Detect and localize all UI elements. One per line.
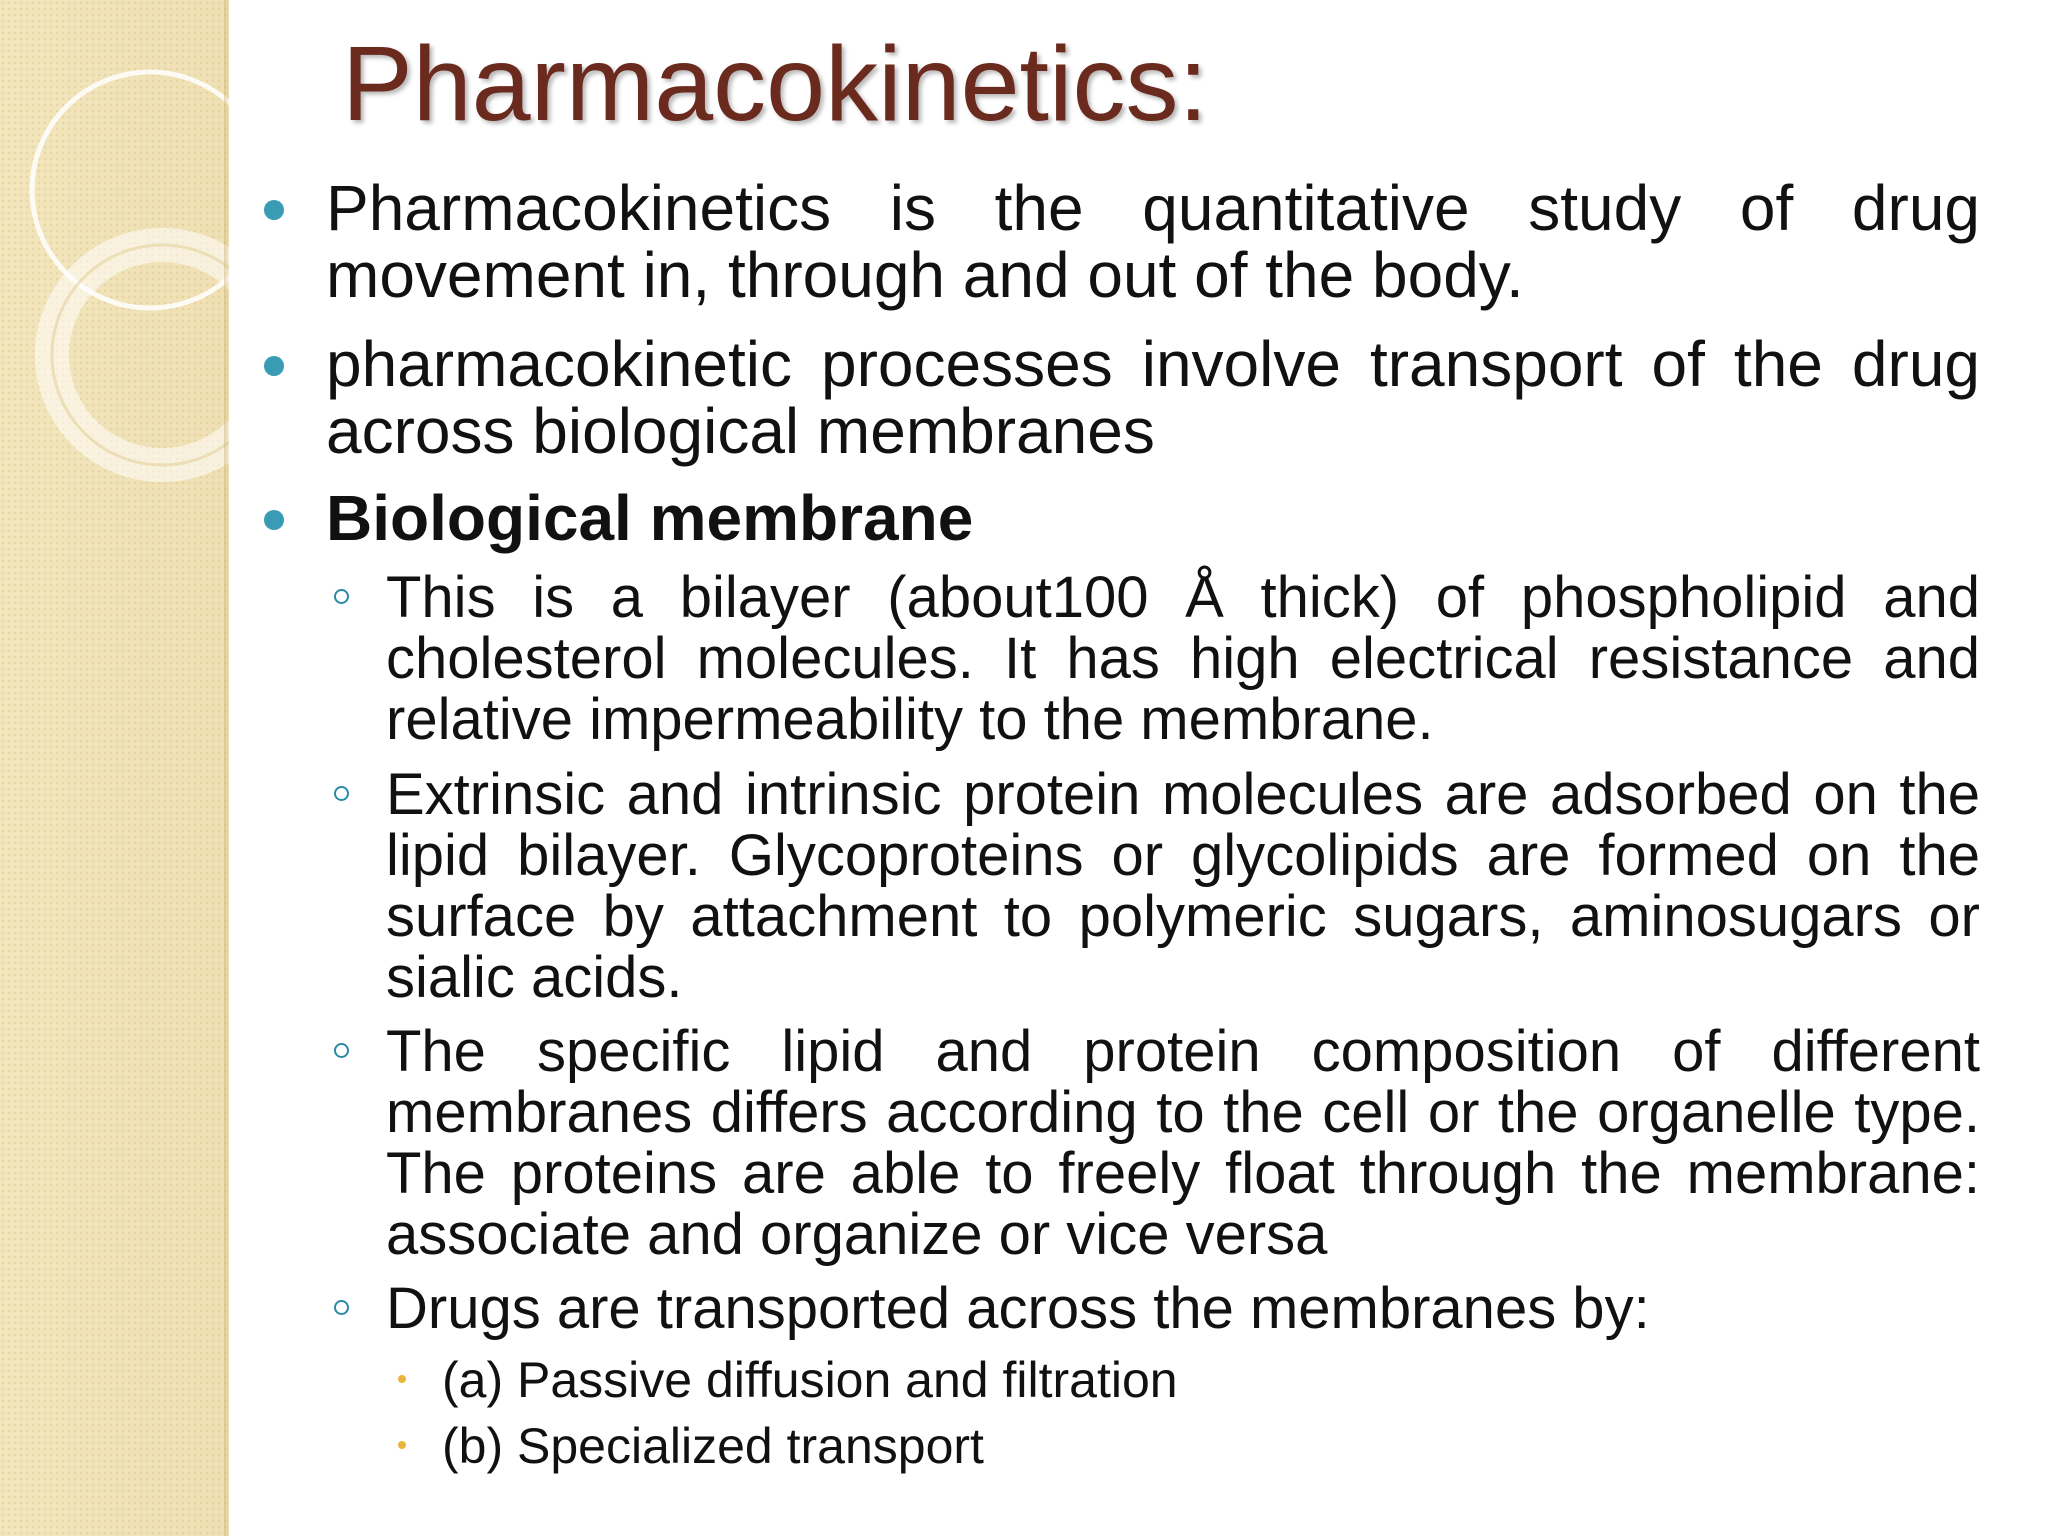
sub-bullet-protein-molecules: Extrinsic and intrinsic protein molecules are adsorbed on the lipid bilayer. Glycoproteins or glycolipids are formed on the surface by attachment to polymeric sugars, aminosugars or sialic acids. bbox=[386, 762, 1980, 1010]
decorative-sidebar bbox=[0, 0, 229, 1536]
bullet-pharmacokinetics-definition: Pharmacokinetics is the quantitative study of drug movement in, through and out of the body. bbox=[326, 172, 1980, 311]
bullet-pharmacokinetic-processes: pharmacokinetic processes involve transport of the drug across biological membranes bbox=[326, 328, 1980, 467]
sub-sub-bullet-dot bbox=[398, 1441, 406, 1449]
sub-bullet-ring bbox=[334, 589, 349, 604]
sub-bullet-composition: The specific lipid and protein composition of different membranes differs according to the cell or the organelle type. The proteins are able to freely float through the membrane: associate and organize or vice versa bbox=[386, 1019, 1980, 1267]
sub-bullet-bilayer: This is a bilayer (about100 Å thick) of phospholipid and cholesterol molecules. It has high electrical resistance and relative impermeability to the membrane. bbox=[386, 565, 1980, 752]
sub-sub-bullet-dot bbox=[398, 1375, 406, 1383]
sub-bullet-transport-intro: Drugs are transported across the membranes by: bbox=[386, 1276, 1650, 1341]
sub-bullet-ring bbox=[334, 1300, 349, 1315]
sidebar-edge bbox=[224, 0, 229, 1536]
bullet-dot bbox=[264, 356, 284, 376]
sub-bullet-ring bbox=[334, 1043, 349, 1058]
bullet-biological-membrane: Biological membrane bbox=[326, 482, 974, 554]
bullet-dot bbox=[264, 510, 284, 530]
transport-specialized: (b) Specialized transport bbox=[442, 1418, 984, 1474]
decorative-circles bbox=[0, 0, 229, 1536]
transport-passive-diffusion: (a) Passive diffusion and filtration bbox=[442, 1352, 1178, 1408]
bullet-dot bbox=[264, 200, 284, 220]
slide-title: Pharmacokinetics: bbox=[342, 25, 1209, 143]
sub-bullet-ring bbox=[334, 786, 349, 801]
